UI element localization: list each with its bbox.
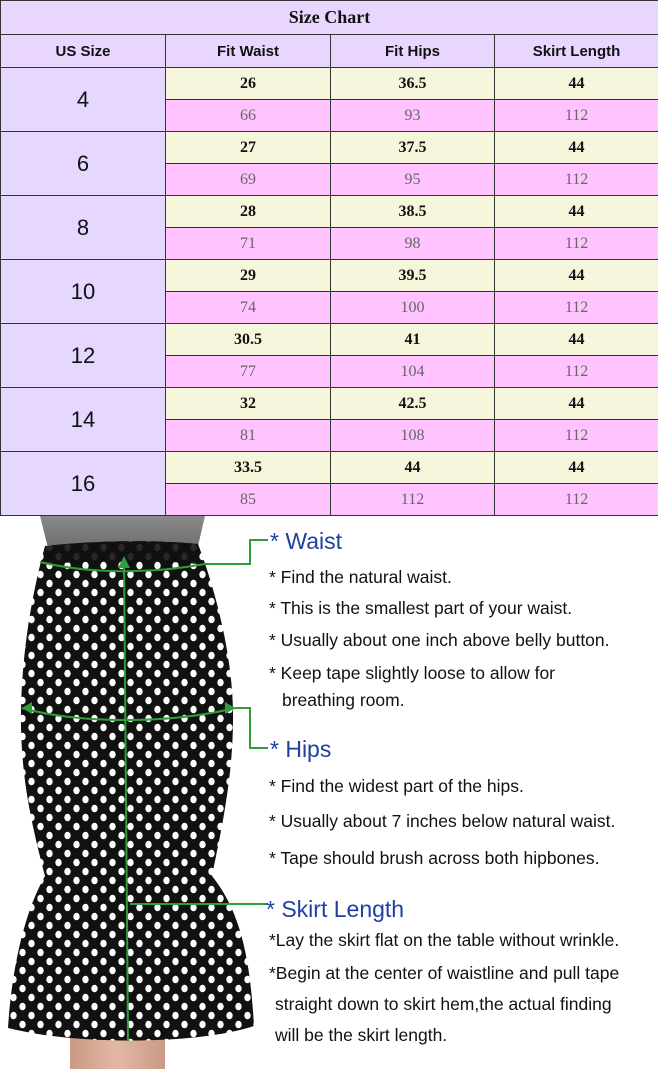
fit-hips-inch-cell: 39.5 [331, 260, 495, 292]
length-item-3: straight down to skirt hem,the actual finding [275, 994, 612, 1014]
skirt-length-inch-cell: 44 [495, 196, 658, 228]
fit-hips-cm-cell: 93 [331, 100, 495, 132]
header-row [1, 35, 658, 68]
skirt-length-inch-cell: 44 [495, 324, 658, 356]
waist-item-1: * Find the natural waist. [269, 567, 452, 587]
skirt-length-inch-cell: 44 [495, 68, 658, 100]
us-size-cell: 10 [1, 260, 166, 324]
hips-item-1: * Find the widest part of the hips. [269, 776, 524, 796]
polka-dot-skirt [8, 541, 254, 1040]
hips-item-2: * Usually about 7 inches below natural waist. [269, 811, 616, 831]
column-header-fit-waist: Fit Waist [166, 35, 331, 68]
skirt-length-cm-cell: 112 [495, 356, 658, 388]
waist-item-2: * This is the smallest part of your waist. [269, 598, 573, 618]
table-row [1, 68, 658, 100]
column-header-skirt-length: Skirt Length [495, 35, 658, 68]
skirt-length-cm-cell: 112 [495, 228, 658, 260]
fit-hips-inch-cell: 37.5 [331, 132, 495, 164]
hips-title: * Hips [270, 736, 332, 762]
table-row [1, 260, 658, 292]
fit-hips-cm-cell: 112 [331, 484, 495, 516]
skirt-length-inch-cell: 44 [495, 260, 658, 292]
fit-waist-inch-cell: 33.5 [166, 452, 331, 484]
fit-hips-inch-cell: 38.5 [331, 196, 495, 228]
table-row [1, 388, 658, 420]
hips-item-3: * Tape should brush across both hipbones. [269, 848, 600, 868]
us-size-cell: 16 [1, 452, 166, 516]
skirt-length-inch-cell: 44 [495, 388, 658, 420]
us-size-cell: 14 [1, 388, 166, 452]
fit-hips-cm-cell: 104 [331, 356, 495, 388]
fit-waist-cm-cell: 77 [166, 356, 331, 388]
fit-waist-inch-cell: 27 [166, 132, 331, 164]
waist-item-4: * Keep tape slightly loose to allow for [269, 663, 555, 683]
waistband [45, 541, 198, 564]
fit-waist-cm-cell: 71 [166, 228, 331, 260]
waist-title: * Waist [270, 528, 342, 554]
fit-hips-cm-cell: 108 [331, 420, 495, 452]
length-item-2: *Begin at the center of waistline and pull tape [269, 963, 620, 983]
size-chart [0, 0, 658, 516]
fit-hips-cm-cell: 98 [331, 228, 495, 260]
measuring-guide [0, 516, 658, 1069]
skirt-length-cm-cell: 112 [495, 100, 658, 132]
table-row [1, 132, 658, 164]
fit-hips-cm-cell: 95 [331, 164, 495, 196]
fit-waist-cm-cell: 85 [166, 484, 331, 516]
column-header-fit-hips: Fit Hips [331, 35, 495, 68]
fit-waist-cm-cell: 66 [166, 100, 331, 132]
fit-waist-inch-cell: 32 [166, 388, 331, 420]
waist-item-3: * Usually about one inch above belly button. [269, 630, 610, 650]
us-size-cell: 6 [1, 132, 166, 196]
length-item-4: will be the skirt length. [275, 1025, 448, 1045]
skirt-length-cm-cell: 112 [495, 292, 658, 324]
skirt-length-cm-cell: 112 [495, 164, 658, 196]
us-size-cell: 8 [1, 196, 166, 260]
table-row [1, 452, 658, 484]
chart-title: Size Chart [1, 1, 658, 35]
fit-hips-inch-cell: 44 [331, 452, 495, 484]
skirt-length-inch-cell: 44 [495, 452, 658, 484]
fit-waist-inch-cell: 30.5 [166, 324, 331, 356]
skirt-length-inch-cell: 44 [495, 132, 658, 164]
us-size-cell: 12 [1, 324, 166, 388]
fit-waist-cm-cell: 69 [166, 164, 331, 196]
waist-item-5: breathing room. [282, 690, 405, 710]
column-header-us-size: US Size [1, 35, 166, 68]
fit-waist-cm-cell: 81 [166, 420, 331, 452]
fit-hips-inch-cell: 41 [331, 324, 495, 356]
fit-hips-cm-cell: 100 [331, 292, 495, 324]
fit-waist-inch-cell: 28 [166, 196, 331, 228]
length-item-1: *Lay the skirt flat on the table without wrinkle. [269, 930, 620, 950]
fit-waist-inch-cell: 26 [166, 68, 331, 100]
fit-waist-inch-cell: 29 [166, 260, 331, 292]
size-chart-table [0, 0, 658, 516]
skirt-length-title: * Skirt Length [266, 896, 405, 922]
skirt-length-cm-cell: 112 [495, 484, 658, 516]
us-size-cell: 4 [1, 68, 166, 132]
title-row [1, 1, 658, 35]
table-row [1, 196, 658, 228]
fit-hips-inch-cell: 42.5 [331, 388, 495, 420]
fit-hips-inch-cell: 36.5 [331, 68, 495, 100]
skirt-length-cm-cell: 112 [495, 420, 658, 452]
fit-waist-cm-cell: 74 [166, 292, 331, 324]
table-row [1, 324, 658, 356]
